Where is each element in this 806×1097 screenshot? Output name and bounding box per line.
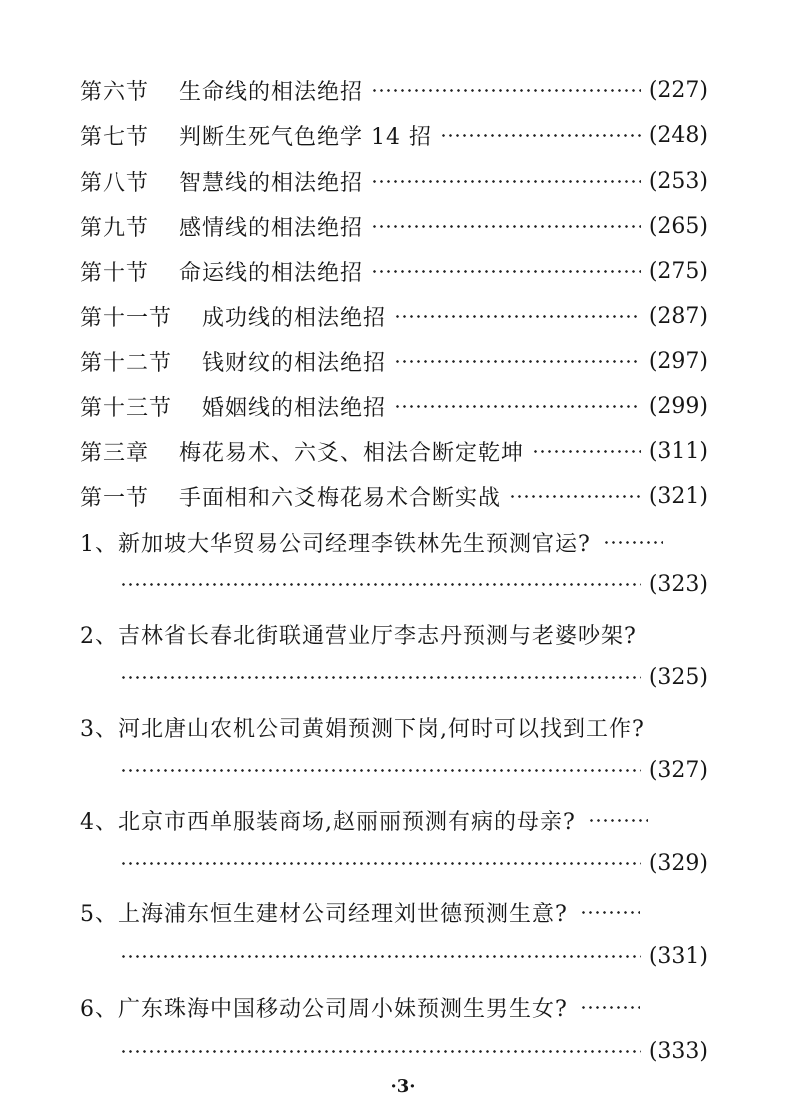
toc-entry[interactable] xyxy=(80,436,708,467)
case-entry-title-line[interactable] xyxy=(80,527,708,558)
leader-dots xyxy=(394,351,641,373)
leader-dots xyxy=(532,441,641,463)
section-label: 第十二节 xyxy=(80,351,173,376)
case-title: 6、广东珠海中国移动公司周小妹预测生男生女? xyxy=(80,997,568,1022)
case-title: 1、新加坡大华贸易公司经理李铁林先生预测官运? xyxy=(80,532,591,557)
case-title: 4、北京市西单服装商场,赵丽丽预测有病的母亲? xyxy=(80,810,576,835)
case-entry-page-line xyxy=(120,758,708,783)
page-number: (311) xyxy=(648,439,708,464)
section-label: 第十节 xyxy=(80,261,150,286)
toc-entry[interactable] xyxy=(80,75,708,106)
case-entry-page-line xyxy=(120,1039,708,1064)
section-label: 第八节 xyxy=(80,171,150,196)
leader-dots xyxy=(603,532,663,554)
section-title: 钱财纹的相法绝招 xyxy=(202,351,387,376)
toc-entry[interactable] xyxy=(80,481,708,512)
page-number: (325) xyxy=(648,665,708,690)
page-number: (323) xyxy=(648,572,708,597)
leader-dots xyxy=(580,997,640,1019)
page-number: (227) xyxy=(648,78,708,103)
page-number: (333) xyxy=(648,1039,708,1064)
section-label: 第十一节 xyxy=(80,306,173,331)
leader-dots xyxy=(580,902,640,924)
page-number: (287) xyxy=(648,304,708,329)
leader-dots xyxy=(394,396,641,418)
footer-page-number: 3 xyxy=(396,1076,410,1097)
leader-dots xyxy=(371,80,641,102)
case-title: 3、河北唐山农机公司黄娟预测下岗,何时可以找到工作? xyxy=(80,717,645,742)
case-entry-page-line xyxy=(120,944,708,969)
section-label: 第一节 xyxy=(80,486,150,511)
toc-entry[interactable] xyxy=(80,301,708,332)
page-footer xyxy=(0,1076,806,1097)
section-title: 感情线的相法绝招 xyxy=(179,216,364,241)
footer-dot: · xyxy=(390,1076,397,1097)
page-number: (297) xyxy=(648,349,708,374)
case-entry-title-line[interactable] xyxy=(80,897,708,928)
leader-dots xyxy=(120,760,641,782)
leader-dots xyxy=(120,946,641,968)
section-title: 命运线的相法绝招 xyxy=(179,261,364,286)
section-title: 生命线的相法绝招 xyxy=(179,80,364,105)
section-title: 婚姻线的相法绝招 xyxy=(202,396,387,421)
page-number: (275) xyxy=(648,259,708,284)
leader-dots xyxy=(120,667,641,689)
section-label: 第六节 xyxy=(80,80,150,105)
case-title: 2、吉林省长春北街联通营业厅李志丹预测与老婆吵架? xyxy=(80,624,637,649)
case-title: 5、上海浦东恒生建材公司经理刘世德预测生意? xyxy=(80,902,568,927)
page-number: (331) xyxy=(648,944,708,969)
case-entry-page-line xyxy=(120,572,708,597)
leader-dots xyxy=(120,1041,641,1063)
toc-entry[interactable] xyxy=(80,346,708,377)
toc-entry[interactable] xyxy=(80,391,708,422)
case-entry-title-line[interactable] xyxy=(80,992,708,1023)
leader-dots xyxy=(371,261,641,283)
case-entry-title-line[interactable] xyxy=(80,619,708,650)
section-title: 智慧线的相法绝招 xyxy=(179,171,364,196)
leader-dots xyxy=(371,171,641,193)
section-title: 判断生死气色绝学 14 招 xyxy=(179,125,432,150)
section-label: 第十三节 xyxy=(80,396,173,421)
leader-dots xyxy=(120,574,641,596)
case-entry-title-line[interactable] xyxy=(80,805,708,836)
leader-dots xyxy=(120,853,641,875)
page-number: (299) xyxy=(648,394,708,419)
chapter-label: 第三章 xyxy=(80,441,150,466)
leader-dots xyxy=(440,125,641,147)
toc-entry[interactable] xyxy=(80,120,708,151)
case-entry-page-line xyxy=(120,665,708,690)
page-number: (253) xyxy=(648,169,708,194)
page-number: (265) xyxy=(648,214,708,239)
section-label: 第七节 xyxy=(80,125,150,150)
leader-dots xyxy=(509,486,641,508)
section-label: 第九节 xyxy=(80,216,150,241)
leader-dots xyxy=(394,306,641,328)
case-entry-page-line xyxy=(120,851,708,876)
leader-dots xyxy=(371,216,641,238)
footer-dot: · xyxy=(409,1076,416,1097)
page-number: (248) xyxy=(648,123,708,148)
section-title: 手面相和六爻梅花易术合断实战 xyxy=(179,486,502,511)
toc-entry[interactable] xyxy=(80,256,708,287)
page-number: (329) xyxy=(648,851,708,876)
case-entry-title-line[interactable] xyxy=(80,712,708,743)
page-number: (321) xyxy=(648,484,708,509)
page-number: (327) xyxy=(648,758,708,783)
chapter-title: 梅花易术、六爻、相法合断定乾坤 xyxy=(179,441,525,466)
leader-dots xyxy=(588,810,648,832)
toc-entry[interactable] xyxy=(80,166,708,197)
section-title: 成功线的相法绝招 xyxy=(202,306,387,331)
toc-entry[interactable] xyxy=(80,211,708,242)
